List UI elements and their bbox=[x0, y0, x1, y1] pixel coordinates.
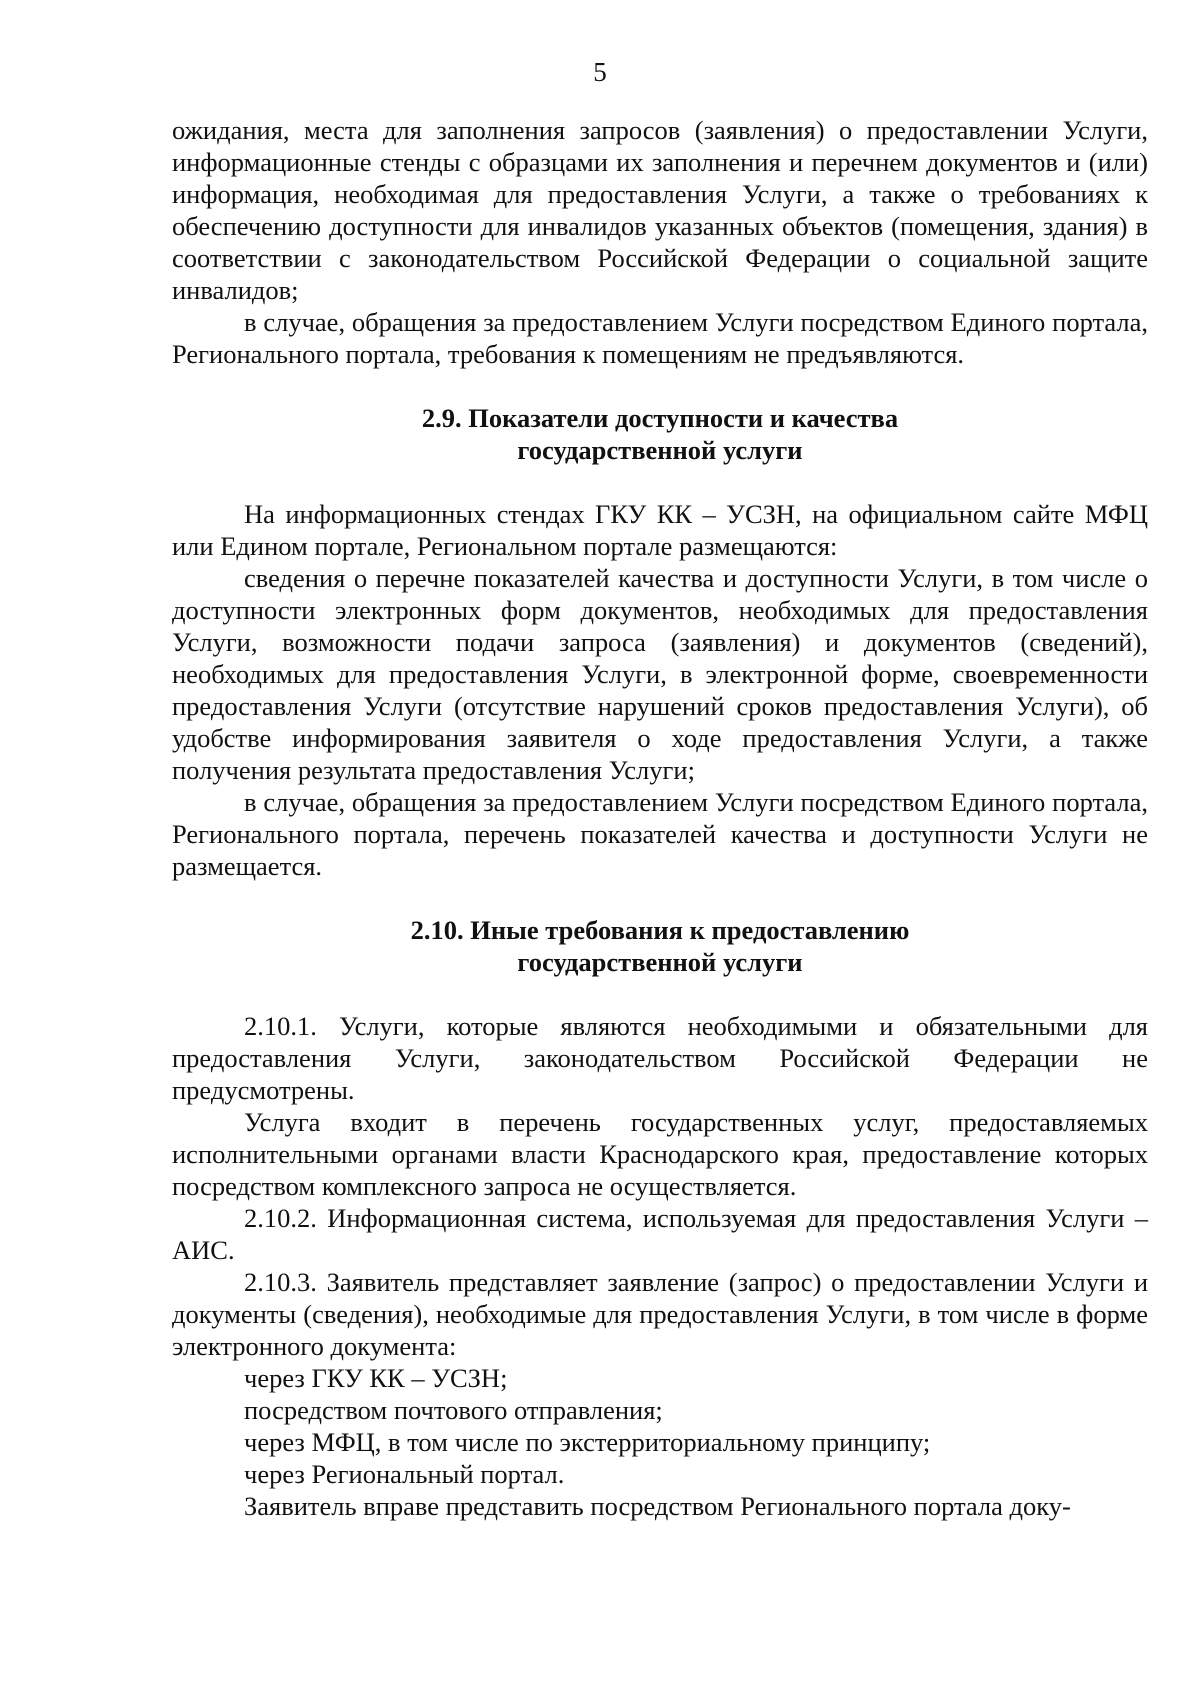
section-2-10-heading bbox=[172, 914, 1148, 978]
section-2-9-paragraph-1: На информационных стендах ГКУ КК – УСЗН, на официальном сайте МФЦ или Едином портале, Региональном портале размещаются: bbox=[172, 499, 1148, 561]
list-item: через Региональный портал. bbox=[244, 1459, 565, 1489]
list-item: через ГКУ КК – УСЗН; bbox=[244, 1363, 508, 1393]
spacer bbox=[172, 466, 1148, 498]
section-2-10-paragraph-3: 2.10.2. Информационная система, используемая для предоставления Услуги – АИС. bbox=[172, 1203, 1148, 1265]
section-2-9-paragraph-3: в случае, обращения за предоставлением Услуги посредством Единого портала, Регионального портала, перечень показателей качества и доступности Услуги не размещается. bbox=[172, 787, 1148, 881]
intro-paragraph-1: ожидания, места для заполнения запросов (заявления) о предоставлении Услуги, информационные стенды с образцами их заполнения и перечнем документов и (или) информация, необходимая для предоставления Услуги, а также о требованиях к обеспечению доступности для инвалидов указанных объектов (помещения, здания) в соответствии с законодательством Российской Федерации о социальной защите инвалидов; bbox=[172, 115, 1148, 305]
section-2-10-paragraph-1: 2.10.1. Услуги, которые являются необходимыми и обязательными для предоставления Услуги, законодательством Российской Федерации не предусмотрены. bbox=[172, 1011, 1148, 1105]
page-number: 5 bbox=[593, 57, 607, 87]
list-item: через МФЦ, в том числе по экстерриториальному принципу; bbox=[244, 1427, 931, 1457]
section-2-10-paragraph-5: Заявитель вправе представить посредством Регионального портала доку- bbox=[244, 1491, 1071, 1521]
spacer bbox=[172, 370, 1148, 402]
list-item: посредством почтового отправления; bbox=[244, 1395, 663, 1425]
section-2-9-heading-line-1: 2.9. Показатели доступности и качества bbox=[421, 403, 899, 433]
section-2-10-paragraph-4: 2.10.3. Заявитель представляет заявление (запрос) о предоставлении Услуги и документы (сведения), необходимые для предоставления Услуги, в том числе в форме электронного документа: bbox=[172, 1267, 1148, 1361]
section-2-10-heading-line-2: государственной услуги bbox=[517, 947, 803, 977]
spacer bbox=[172, 882, 1148, 914]
document-body bbox=[172, 114, 1148, 1522]
section-2-9-heading bbox=[172, 402, 1148, 466]
spacer bbox=[172, 978, 1148, 1010]
section-2-9-heading-line-2: государственной услуги bbox=[517, 435, 803, 465]
section-2-9-paragraph-2: сведения о перечне показателей качества и доступности Услуги, в том числе о доступности электронных форм документов, необходимых для предоставления Услуги, возможности подачи запроса (заявления) и документов (сведений), необходимых для предоставления Услуги, в электронной форме, своевременности предоставления Услуги (отсутствие нарушений сроков предоставления Услуги), об удобстве информирования заявителя о ходе предоставления Услуги, а также получения результата предоставления Услуги; bbox=[172, 563, 1148, 785]
section-2-10-paragraph-2: Услуга входит в перечень государственных услуг, предоставляемых исполнительными органами власти Краснодарского края, предоставление которых посредством комплексного запроса не осуществляется. bbox=[172, 1107, 1148, 1201]
section-2-10-heading-line-1: 2.10. Иные требования к предоставлению bbox=[410, 915, 910, 945]
intro-paragraph-2: в случае, обращения за предоставлением Услуги посредством Единого портала, Регионального портала, требования к помещениям не предъявляются. bbox=[172, 307, 1148, 369]
